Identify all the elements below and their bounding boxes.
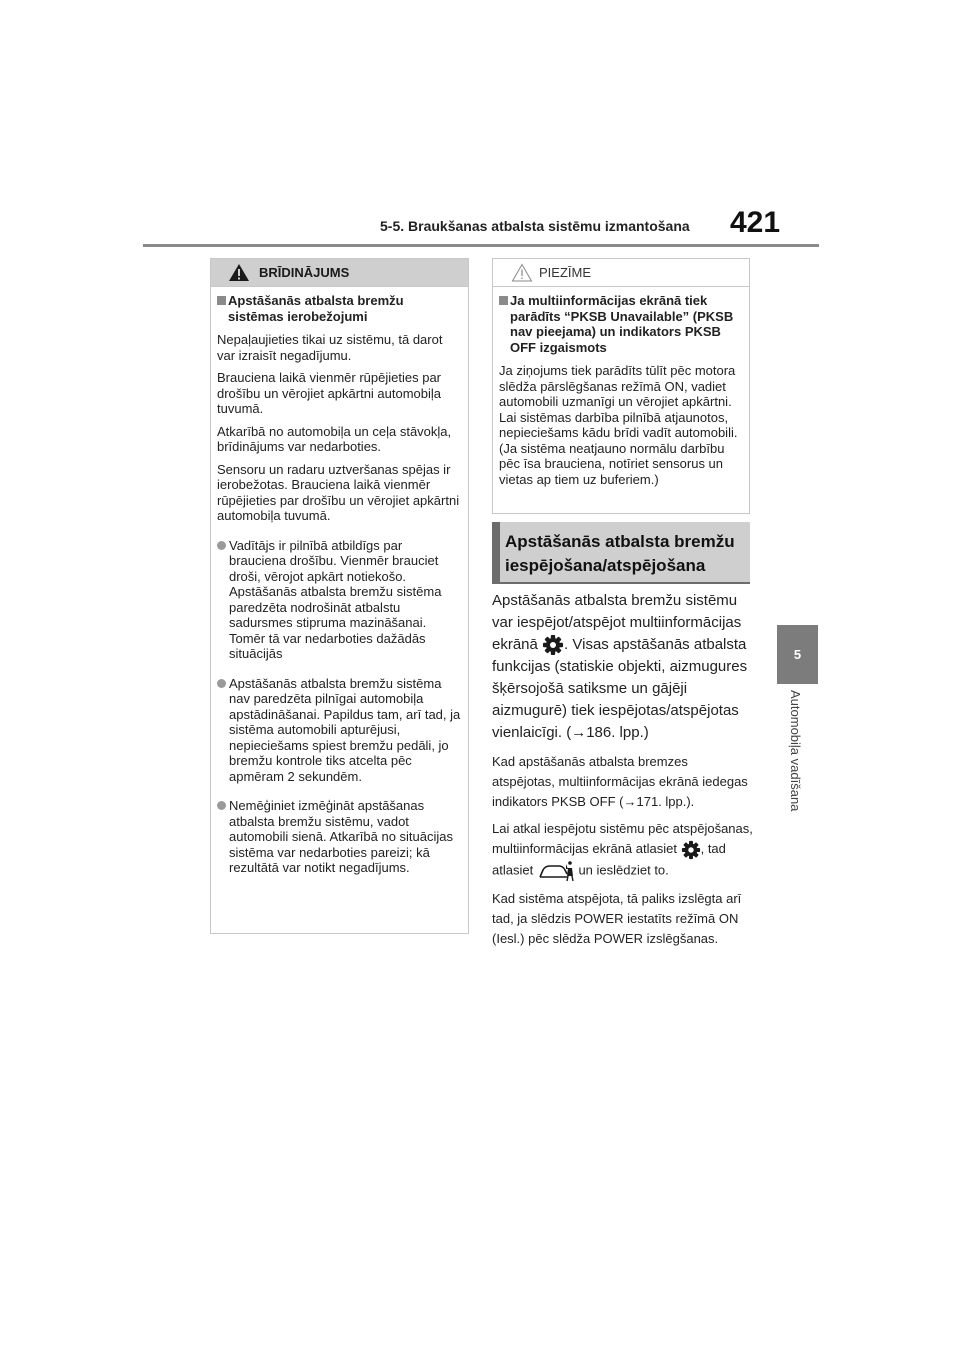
warning-bullet-text: Nemēģiniet izmēģināt apstāšanas atbalsta bremžu sistēmu, vadot automobili sienā. Atkarībā no situācijas sistēma var nedarboties pareizi; kā rezultātā var notikt negadījums. — [229, 798, 454, 875]
main-text-part1: Apstāšanās atbalsta bremžu sistēmu var iespējot/atspējot multiinformācijas ekrānā — [492, 592, 742, 653]
warning-title: BRĪDINĀJUMS — [259, 265, 350, 280]
main-text — [492, 590, 754, 956]
note-title: PIEZĪME — [539, 265, 592, 280]
warning-box — [210, 258, 469, 934]
warning-triangle-icon — [228, 263, 250, 282]
note-paragraph: Ja ziņojums tiek parādīts tūlīt pēc motora slēdža pārslēgšanas režīmā ON, vadiet automobili uzmanīgi un vērojiet apkārtni. Lai sistēmas darbība pilnībā atjaunotos, nepieciešams kādu brīdi vadīt automobili. (Ja sistēma neatjauno normālu darbību pēc īsa brauciena, notīriet sensorus un vietas ap tiem uz buferiem.) — [499, 363, 738, 487]
warning-paragraph: Atkarībā no automobiļa un ceļa stāvokļa, brīdinājums var nedarboties. — [217, 423, 452, 454]
note-triangle-icon — [511, 263, 533, 282]
warning-header — [211, 259, 468, 287]
running-header: 5-5. Braukšanas atbalsta sistēmu izmantošana — [380, 218, 690, 234]
note-body — [493, 287, 749, 487]
paragraph-reenable — [492, 819, 754, 882]
warning-subtitle-text: Apstāšanās atbalsta bremžu sistēmas ierobežojumi — [228, 293, 404, 324]
reenable-part1: Lai atkal iespējotu sistēmu pēc atspējošanas, multiinformācijas ekrānā atlasiet — [492, 821, 753, 857]
warning-body — [211, 287, 468, 876]
page-number: 421 — [730, 206, 781, 239]
warning-bullet — [217, 538, 462, 662]
round-bullet-icon — [217, 801, 226, 810]
section-heading-line1: Apstāšanās atbalsta bremžu — [505, 532, 735, 551]
note-header — [493, 259, 749, 287]
warning-bullet-text: Apstāšanās atbalsta bremžu sistēma nav paredzēta pilnīgai automobiļa apstādināšanai. Papildus tam, arī tad, ja sistēma automobili apturējusi, nepieciešams spiest bremžu pedāli, jo bremžu kontrole tiks atcelta pēc apmēram 2 sekundēm. — [229, 675, 461, 784]
paragraph-pksb-off: Kad apstāšanās atbalsta bremzes atspējotas, multiinformācijas ekrānā iedegas indikators PKSB OFF (→171. lpp.). — [492, 754, 748, 810]
header-rule — [143, 244, 819, 247]
note-subtitle-text: Ja multiinformācijas ekrānā tiek parādīts “PKSB Unavailable” (PKSB nav pieejama) un indikators PKSB OFF izgaismots — [510, 293, 734, 355]
round-bullet-icon — [217, 541, 226, 550]
paragraph-power: Kad sistēma atspējota, tā paliks izslēgta arī tad, ja slēdzis POWER iestatīts režīmā ON (Iesl.) pēc slēdža POWER izslēgšanas. — [492, 890, 742, 946]
warning-bullet-text: Vadītājs ir pilnībā atbildīgs par brauciena drošību. Vienmēr brauciet droši, vērojot apkārt notiekošo. Apstāšanās atbalsta bremžu sistēma paredzēta nodrošināt atbalstu sadursmes stipruma mazināšanai. Tomēr tā var nedarboties dažādās situācijās — [229, 537, 442, 661]
warning-bullet — [217, 676, 462, 785]
main-text-part2: . Visas apstāšanās atbalsta funkcijas (statiskie objekti, aizmugures šķērsojošā satiksme un gājēji aizmugurē) tiek iespējotas/atspējotas vienlaicīgi. (→186. lpp.) — [492, 636, 748, 742]
section-heading — [492, 522, 750, 584]
chapter-label: Automobiļa vadīšana — [788, 690, 803, 812]
chapter-tab: 5 — [777, 625, 818, 684]
note-subtitle — [499, 293, 743, 355]
warning-paragraph: Nepaļaujieties tikai uz sistēmu, tā darot var izraisīt negadījumu. — [217, 332, 443, 363]
gear-icon — [681, 840, 701, 860]
section-heading-line2: iespējošana/atspējošana — [505, 556, 706, 575]
square-bullet-icon — [499, 296, 508, 305]
reenable-part3: un ieslēdziet to. — [574, 862, 669, 878]
warning-paragraph: Brauciena laikā vienmēr rūpējieties par drošību un vērojiet apkārtni automobiļa tuvumā. — [217, 370, 442, 416]
car-sonar-icon — [537, 860, 575, 882]
round-bullet-icon — [217, 679, 226, 688]
chapter-label-wrap — [786, 690, 810, 840]
reenable-part2: , tad atlasiet — [492, 841, 726, 878]
warning-bullet — [217, 798, 462, 876]
warning-subtitle — [217, 293, 462, 324]
square-bullet-icon — [217, 296, 226, 305]
note-box — [492, 258, 750, 514]
gear-icon — [542, 634, 564, 656]
main-paragraph — [492, 590, 754, 744]
warning-paragraph: Sensoru un radaru uztveršanas spējas ir ierobežotas. Brauciena laikā vienmēr rūpējieties par drošību un vērojiet apkārtni automobiļa tuvumā. — [217, 461, 460, 523]
